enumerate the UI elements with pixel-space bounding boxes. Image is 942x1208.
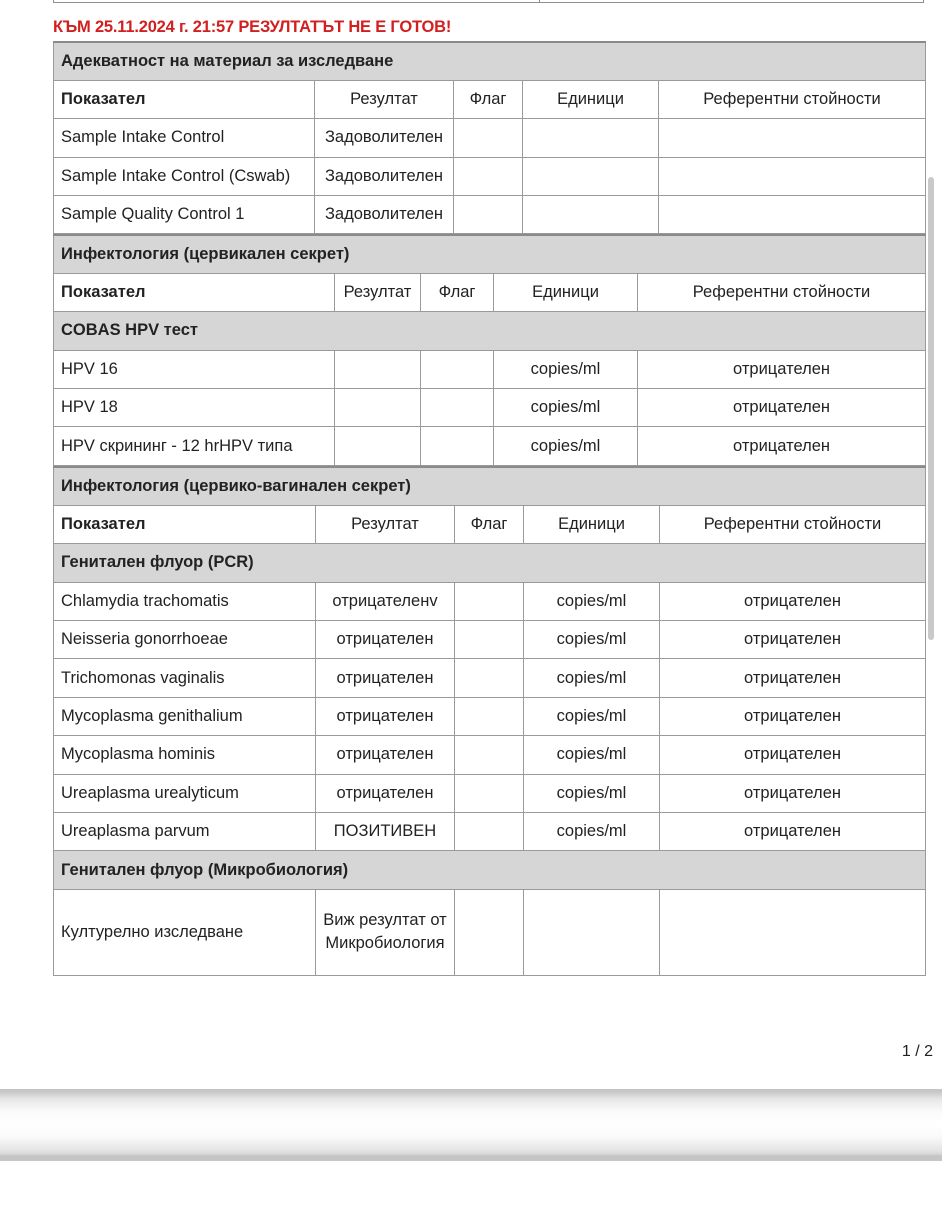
units-cell: copies/ml (524, 736, 660, 774)
table-row (54, 427, 926, 465)
col-header-indicator: Показател (54, 273, 335, 311)
col-header-units: Единици (494, 273, 638, 311)
result-cell: отрицателен (316, 697, 455, 735)
flag-cell (455, 697, 524, 735)
col-header-indicator: Показател (54, 80, 315, 118)
table-row (54, 119, 926, 157)
units-cell (523, 157, 659, 195)
result-cell (335, 427, 421, 465)
col-header-result: Резултат (335, 273, 421, 311)
flag-cell (455, 582, 524, 620)
units-cell: copies/ml (524, 697, 660, 735)
indicator-cell: Mycoplasma genithalium (54, 697, 316, 735)
flag-cell (455, 659, 524, 697)
page-indicator: 1 / 2 (901, 1043, 933, 1060)
subsection-title: Генитален флуор (Микробиология) (54, 851, 926, 889)
result-cell: Задоволителен (315, 196, 454, 234)
col-header-reference: Референтни стойности (659, 80, 926, 118)
reference-cell: отрицателен (638, 389, 926, 427)
table-row (54, 889, 926, 975)
subsection-header-row (54, 851, 926, 889)
units-cell (523, 119, 659, 157)
section-header-row (54, 235, 926, 273)
indicator-cell: Mycoplasma hominis (54, 736, 316, 774)
not-ready-warning: КЪМ 25.11.2024 г. 21:57 РЕЗУЛТАТЪТ НЕ Е ГОТОВ! (53, 18, 452, 36)
reference-cell: отрицателен (660, 582, 926, 620)
table-row (54, 157, 926, 195)
section-header-row (54, 42, 926, 80)
reference-cell: отрицателен (660, 659, 926, 697)
table-row (54, 621, 926, 659)
section-title: Инфектология (цервикален секрет) (54, 235, 926, 273)
indicator-cell: Neisseria gonorrhoeae (54, 621, 316, 659)
result-cell (335, 389, 421, 427)
indicator-cell: HPV 16 (54, 350, 335, 388)
flag-cell (421, 350, 494, 388)
table-row (54, 736, 926, 774)
vertical-scrollbar[interactable] (928, 177, 934, 640)
units-cell (524, 889, 660, 975)
reference-cell: отрицателен (660, 736, 926, 774)
table-row (54, 659, 926, 697)
result-cell: отрицателен (316, 736, 455, 774)
indicator-cell: HPV скрининг - 12 hrHPV типа (54, 427, 335, 465)
table-row (54, 697, 926, 735)
reference-cell (659, 119, 926, 157)
flag-cell (455, 621, 524, 659)
flag-cell (455, 889, 524, 975)
subsection-header-row (54, 544, 926, 582)
result-cell-positive: ПОЗИТИВЕН (316, 813, 455, 851)
units-cell: copies/ml (494, 389, 638, 427)
column-header-row (54, 505, 926, 543)
subsection-title: COBAS HPV тест (54, 312, 926, 350)
result-cell: отрицателен (316, 659, 455, 697)
adequacy-table (53, 41, 926, 234)
flag-cell (454, 196, 523, 234)
flag-cell (455, 774, 524, 812)
indicator-cell: Trichomonas vaginalis (54, 659, 316, 697)
indicator-cell: Културелно изследване (54, 889, 316, 975)
result-cell (335, 350, 421, 388)
reference-cell (660, 889, 926, 975)
reference-cell (659, 157, 926, 195)
flag-cell (421, 389, 494, 427)
previous-table-cell (54, 0, 540, 2)
flag-cell (455, 736, 524, 774)
table-row (54, 389, 926, 427)
result-cell: Задоволителен (315, 119, 454, 157)
col-header-indicator: Показател (54, 505, 316, 543)
indicator-cell: Ureaplasma urealyticum (54, 774, 316, 812)
result-cell: отрицателен (316, 621, 455, 659)
table-row (54, 774, 926, 812)
col-header-result: Резултат (316, 505, 455, 543)
reference-cell: отрицателен (660, 774, 926, 812)
genital-flora-table (53, 466, 926, 976)
col-header-reference: Референтни стойности (638, 273, 926, 311)
flag-cell (454, 119, 523, 157)
column-header-row (54, 80, 926, 118)
table-row (54, 196, 926, 234)
units-cell (523, 196, 659, 234)
indicator-cell: Ureaplasma parvum (54, 813, 316, 851)
subsection-title: Генитален флуор (PCR) (54, 544, 926, 582)
table-row-positive (54, 813, 926, 851)
units-cell: copies/ml (524, 621, 660, 659)
section-title: Инфектология (цервико-вагинален секрет) (54, 467, 926, 505)
result-cell: отрицателенv (316, 582, 455, 620)
indicator-cell: Sample Intake Control (54, 119, 315, 157)
col-header-flag: Флаг (454, 80, 523, 118)
col-header-units: Единици (523, 80, 659, 118)
hpv-table (53, 234, 926, 466)
indicator-cell: HPV 18 (54, 389, 335, 427)
col-header-flag: Флаг (421, 273, 494, 311)
units-cell: copies/ml (524, 813, 660, 851)
page-separator (0, 1089, 942, 1161)
flag-cell (421, 427, 494, 465)
reference-cell: отрицателен (638, 350, 926, 388)
col-header-flag: Флаг (455, 505, 524, 543)
section-title: Адекватност на материал за изследване (54, 42, 926, 80)
column-header-row (54, 273, 926, 311)
flag-cell (454, 157, 523, 195)
reference-cell: отрицателен (660, 813, 926, 851)
indicator-cell: Chlamydia trachomatis (54, 582, 316, 620)
units-cell: copies/ml (494, 427, 638, 465)
reference-cell: отрицателен (638, 427, 926, 465)
units-cell: copies/ml (524, 774, 660, 812)
previous-table-cell (540, 0, 923, 2)
flag-cell (455, 813, 524, 851)
units-cell: copies/ml (524, 582, 660, 620)
table-row (54, 582, 926, 620)
units-cell: copies/ml (524, 659, 660, 697)
result-cell: Виж резултат от Микробиология (316, 889, 455, 975)
indicator-cell: Sample Quality Control 1 (54, 196, 315, 234)
previous-table-fragment (53, 0, 924, 3)
reference-cell: отрицателен (660, 697, 926, 735)
col-header-result: Резултат (315, 80, 454, 118)
reference-cell: отрицателен (660, 621, 926, 659)
table-row (54, 350, 926, 388)
col-header-units: Единици (524, 505, 660, 543)
indicator-cell: Sample Intake Control (Cswab) (54, 157, 315, 195)
result-cell: Задоволителен (315, 157, 454, 195)
units-cell: copies/ml (494, 350, 638, 388)
col-header-reference: Референтни стойности (660, 505, 926, 543)
reference-cell (659, 196, 926, 234)
result-cell: отрицателен (316, 774, 455, 812)
subsection-header-row (54, 312, 926, 350)
section-header-row (54, 467, 926, 505)
